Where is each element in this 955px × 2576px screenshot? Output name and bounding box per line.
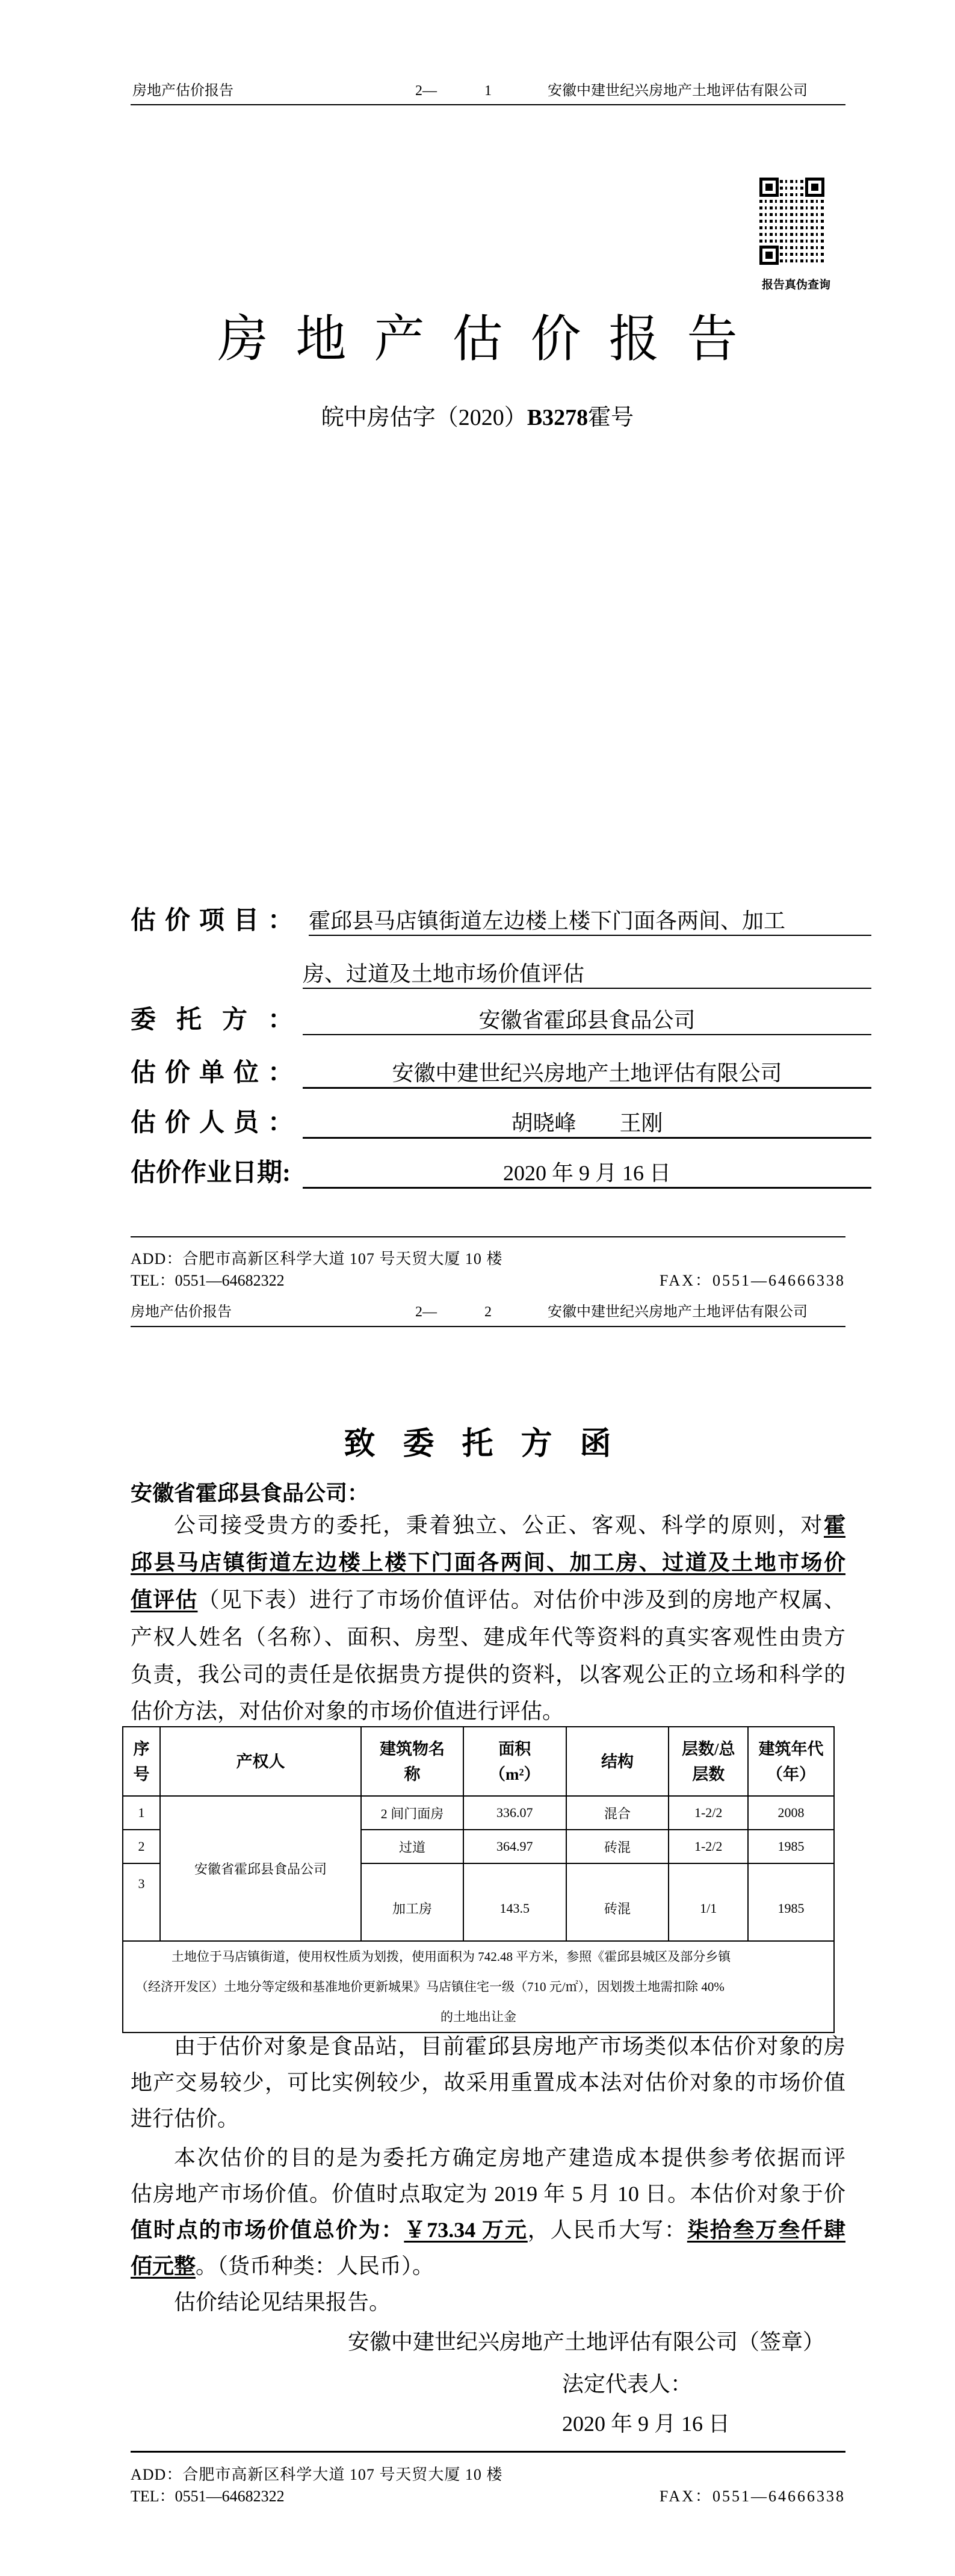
letter-salutation: 安徽省霍邱县食品公司：: [131, 1481, 369, 1505]
footer-tel: TEL：0551—64682322: [131, 2488, 285, 2505]
letter-paragraph-4: 估价结论见结果报告。: [174, 2290, 391, 2314]
col-header-floors: 层数/总 层数: [669, 1727, 748, 1796]
footer-address: ADD：合肥市高新区科学大道 107 号天贸大厦 10 楼: [131, 1250, 503, 1268]
col-header-year: 建筑年代 （年）: [748, 1727, 834, 1796]
land-note: 土地位于马店镇街道，使用权性质为划拨，使用面积为 742.48 平方米，参照《霍邱县城区及部分乡镇 （经济开发区）土地分等定级和基准地价更新城果》马店镇住宅一级（710 元/㎡），因划拨土地需扣除 40% 的土地出让金: [123, 1941, 834, 2033]
header-rule: [131, 1326, 845, 1327]
total-value: ￥73.34 万元: [404, 2218, 528, 2242]
table-row: 2 过道 364.97 砖混 1-2/2 1985: [123, 1830, 834, 1863]
field-value-date: 2020 年 9 月 16 日: [303, 1159, 871, 1189]
header-page-prefix: 2—: [415, 1304, 437, 1320]
header-doc-title: 房地产估价报告: [131, 1304, 232, 1320]
field-label-appraisers: 估 价 人 员 ：: [131, 1109, 293, 1137]
report-number-prefix: 皖中房估字（2020）: [321, 405, 527, 430]
report-number-suffix: 霍号: [588, 405, 634, 430]
field-value-project-line2: 房、过道及土地市场价值评估: [303, 960, 871, 989]
table-row: 3 加工房 143.5 砖混 1/1 1985: [123, 1863, 834, 1941]
footer-contact: [131, 2487, 845, 2506]
owner-cell: 安徽省霍邱县食品公司: [160, 1796, 361, 1941]
property-table: [122, 1726, 835, 2033]
header-page-number: 1: [484, 83, 492, 99]
header-company: 安徽中建世纪兴房地产土地评估有限公司: [548, 1304, 808, 1320]
header-page-prefix: 2—: [415, 83, 437, 99]
footer-fax: FAX：0551—64666338: [659, 2488, 845, 2505]
field-label-date: 估价作业日期:: [131, 1159, 291, 1187]
table-note-row: [123, 1941, 834, 2033]
report-number: [0, 404, 955, 431]
footer-rule: [131, 1236, 845, 1237]
report-number-code: B3278: [527, 405, 589, 430]
total-value-chinese: 柒拾叁万叁仟肆: [687, 2218, 845, 2242]
col-header-owner: 产权人: [160, 1727, 361, 1796]
col-header-structure: 结构: [566, 1727, 669, 1796]
footer-fax: FAX：0551—64666338: [659, 1272, 845, 1289]
qr-caption: 报告真伪查询: [761, 279, 830, 291]
field-value-client: 安徽省霍邱县食品公司: [303, 1006, 871, 1035]
footer-rule: [131, 2451, 845, 2453]
header-doc-title: 房地产估价报告: [132, 83, 233, 99]
field-label-client: 委 托 方 ：: [131, 1006, 293, 1034]
footer-address: ADD：合肥市高新区科学大道 107 号天贸大厦 10 楼: [131, 2466, 503, 2483]
header-company: 安徽中建世纪兴房地产土地评估有限公司: [548, 83, 808, 99]
table-row: 1 安徽省霍邱县食品公司 2 间门面房 336.07 混合 1-2/2 2008: [123, 1796, 834, 1830]
legal-representative-label: 法定代表人：: [562, 2372, 693, 2396]
col-header-area: 面积 （m²）: [463, 1727, 566, 1796]
field-label-appraiser-org: 估 价 单 位 ：: [131, 1059, 293, 1087]
letter-title: 致委托方函: [344, 1427, 639, 1461]
header-page-number: 2: [484, 1304, 492, 1320]
field-value-project-line1: 霍邱县马店镇街道左边楼上楼下门面各两间、加工: [309, 907, 871, 936]
table-header-row: [123, 1727, 834, 1796]
col-header-building-name: 建筑物名 称: [361, 1727, 463, 1796]
signature-company: 安徽中建世纪兴房地产土地评估有限公司（签章）: [348, 2330, 825, 2354]
footer-tel: TEL：0551—64682322: [131, 1272, 285, 1289]
col-header-seq: 序 号: [123, 1727, 160, 1796]
footer-contact: [131, 1271, 845, 1290]
report-title: 房地产估价报告: [217, 312, 765, 368]
letter-date: 2020 年 9 月 16 日: [562, 2412, 731, 2436]
header-rule: [131, 104, 845, 105]
field-label-project: 估 价 项 目 ：: [131, 907, 293, 935]
qr-code-icon: [759, 178, 824, 265]
field-value-appraiser-org: 安徽中建世纪兴房地产土地评估有限公司: [303, 1059, 871, 1089]
field-value-appraisers: 胡晓峰 王刚: [303, 1109, 871, 1139]
